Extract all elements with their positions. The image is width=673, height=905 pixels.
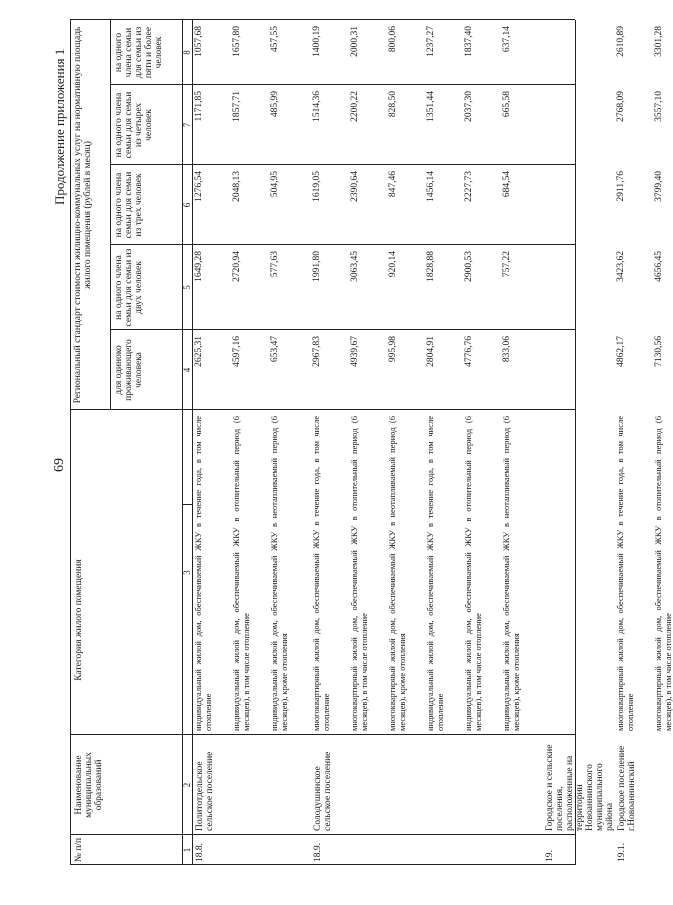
value-cell: 577,63 [270,251,280,278]
column-index: 2 [182,782,192,788]
value-cell: 1837,40 [464,26,474,57]
table-rule [110,20,111,410]
category-cell: индивидуальный жилой дом, обеспечиваемый ЖКУ в неотапливаемый период (6 месяцев), кроме отопления [269,416,289,731]
column-index: 5 [182,285,192,290]
value-cell: 2610,89 [616,26,626,57]
municipality-name: Городское и сельские поселения, расположенные на территории Новоаннинского муниципального района [545,744,615,831]
value-cell: 7130,56 [654,336,664,367]
column-index: 3 [182,570,192,575]
table-rule [70,409,575,410]
value-cell: 2967,83 [312,336,322,367]
continuation-heading: Продолжение приложения 1 [52,48,67,205]
table-rule [70,834,575,835]
value-cell: 1400,19 [312,26,322,57]
value-cell: 653,47 [270,336,280,363]
column-index: 7 [182,122,192,128]
municipality-name: Солодушинское сельское поселение [313,751,333,831]
value-cell: 3557,10 [654,91,664,122]
value-cell: 4597,16 [232,336,242,367]
value-cell: 457,55 [270,26,280,53]
value-cell: 4862,17 [616,336,626,367]
value-cell: 684,54 [502,171,512,198]
value-cell: 757,22 [502,251,512,278]
value-cell: 2625,31 [194,336,204,367]
table-rule [182,20,183,865]
table-rule [70,734,575,735]
column-index: 8 [182,50,192,55]
value-cell: 2911,76 [616,171,626,202]
category-cell: индивидуальный жилой дом, обеспечиваемый ЖКУ в течение года, в том числе отопление [193,416,213,731]
value-cell: 828,50 [388,91,398,118]
value-cell: 833,06 [502,336,512,363]
value-cell: 1619,05 [312,171,322,202]
value-cell: 1649,28 [194,251,204,282]
table-rule [70,19,575,20]
row-number: 19. [545,850,555,862]
table-rule [110,329,575,330]
table-rule [110,244,575,245]
header-subcol: на одного члена семьи для семьи из трех человек [114,171,144,239]
value-cell: 847,46 [388,171,398,198]
table-rule [575,20,576,865]
value-cell: 2048,13 [232,171,242,202]
value-cell: 920,14 [388,251,398,278]
value-cell: 1456,14 [426,171,436,202]
value-cell: 1991,80 [312,251,322,282]
category-cell: индивидуальный жилой дом, обеспечиваемый ЖКУ в отопительный период (6 месяцев), в том числе отопление [231,416,251,731]
value-cell: 2720,94 [232,251,242,282]
value-cell: 665,58 [502,91,512,118]
category-cell: многоквартирный жилой дом, обеспечиваемый ЖКУ в отопительный период (6 месяцев), в том числе отопление [653,416,673,731]
header-subcol: на одного члена семьи для семьи из двух человек [114,248,144,327]
value-cell: 2200,22 [350,91,360,122]
row-number: 19.1. [617,843,627,862]
value-cell: 2804,91 [426,336,436,367]
value-cell: 1828,88 [426,251,436,282]
value-cell: 504,95 [270,171,280,198]
standards-table [70,20,673,865]
municipality-name: Политотдельское сельское поселение [195,751,215,831]
value-cell: 3063,45 [350,251,360,282]
table-rule [182,504,192,505]
header-group: Региональный стандарт стоимости жилищно-коммунальных услуг на нормативную площадь жилого помещения (рублей в месяц) [73,26,93,404]
category-cell: многоквартирный жилой дом, обеспечиваемый ЖКУ в неотапливаемый период (6 месяцев), кроме отопления [387,416,407,731]
header-name: Наименование муниципальных образований [74,752,104,818]
header-subcol: на одного члена семьи для семьи из пяти и более человек [114,26,164,79]
value-cell: 485,99 [270,91,280,118]
value-cell: 4939,67 [350,336,360,367]
value-cell: 1237,27 [426,26,436,57]
value-cell: 1351,44 [426,91,436,122]
category-cell: индивидуальный жилой дом, обеспечиваемый ЖКУ в отопительный период (6 месяцев), в том числе отопление [463,416,483,731]
page-number: 69 [52,458,67,472]
table-rule [192,20,193,865]
header-subcol: для одиноко проживающего человека [114,339,144,401]
value-cell: 3423,62 [616,251,626,282]
value-cell: 1657,80 [232,26,242,57]
column-index: 4 [182,367,192,373]
value-cell: 4776,76 [464,336,474,367]
row-number: 18.8. [195,843,205,862]
category-cell: индивидуальный жилой дом, обеспечиваемый ЖКУ в течение года, в том числе отопление [425,416,445,731]
category-cell: многоквартирный жилой дом, обеспечиваемый ЖКУ в отопительный период (6 месяцев), в том числе отопление [349,416,369,731]
table-rule [70,20,71,865]
value-cell: 2900,53 [464,251,474,282]
value-cell: 2227,73 [464,171,474,202]
value-cell: 637,14 [502,26,512,53]
category-cell: многоквартирный жилой дом, обеспечиваемый ЖКУ в течение года, в том числе отопление [311,416,331,731]
category-cell: многоквартирный жилой дом, обеспечиваемый ЖКУ в течение года, в том числе отопление [615,416,635,731]
value-cell: 2000,31 [350,26,360,57]
header-no: № п/п [74,837,84,863]
header-category: Категория жилого помещения [74,559,84,681]
value-cell: 3799,40 [654,171,664,202]
value-cell: 4656,45 [654,251,664,282]
row-number: 18.9. [313,843,323,862]
value-cell: 800,06 [388,26,398,53]
value-cell: 1857,71 [232,91,242,122]
value-cell: 1057,68 [194,26,204,57]
value-cell: 2390,64 [350,171,360,202]
category-cell: индивидуальный жилой дом, обеспечиваемый ЖКУ в неотапливаемый период (6 месяцев), кроме отопления [501,416,521,731]
table-rule [110,84,575,85]
value-cell: 1514,36 [312,91,322,122]
column-index: 1 [182,847,192,853]
value-cell: 995,98 [388,336,398,363]
value-cell: 3301,28 [654,26,664,57]
value-cell: 1171,85 [194,91,204,122]
municipality-name: Городское поселение г.Новоаннинский [617,745,637,831]
value-cell: 2768,09 [616,91,626,122]
value-cell: 2037,30 [464,91,474,122]
column-index: 6 [182,202,192,208]
value-cell: 1276,54 [194,171,204,202]
table-rule [110,164,575,165]
table-rule [70,864,575,865]
header-subcol: на одного члена семьи для семьи из четырех человек [114,91,154,159]
